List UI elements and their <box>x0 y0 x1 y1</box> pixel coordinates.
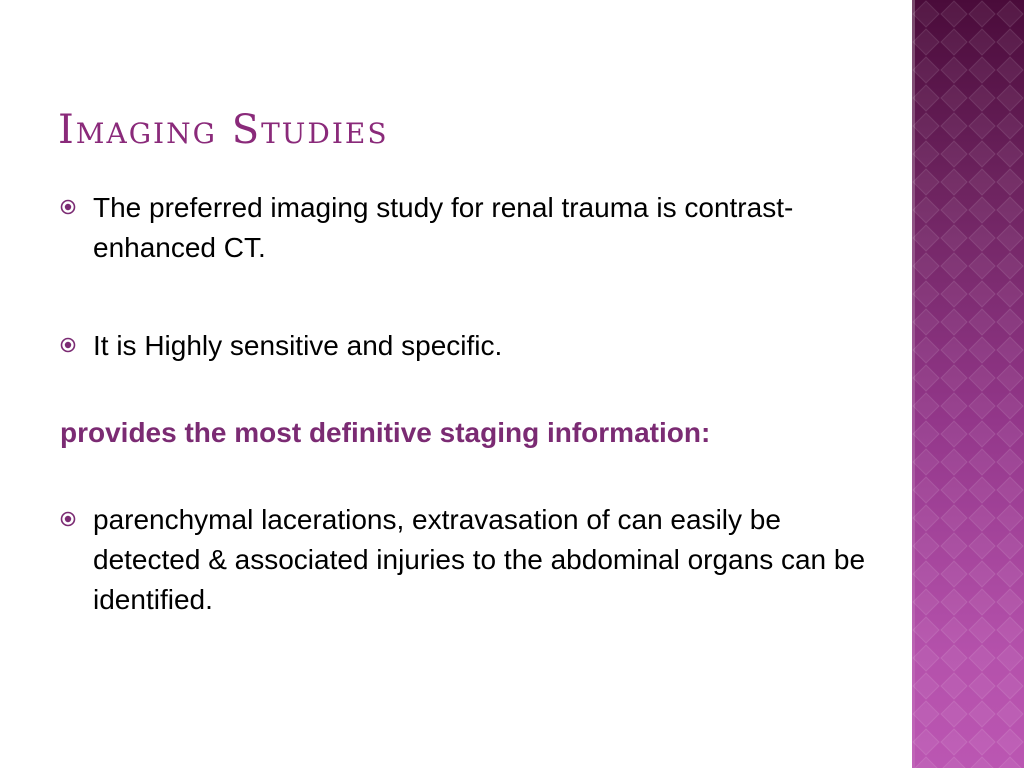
bullet-item <box>60 500 890 620</box>
slide-title: Imaging Studies <box>58 107 389 153</box>
circled-dot-icon <box>60 199 76 215</box>
circled-dot-icon <box>60 511 76 527</box>
circled-dot-icon <box>60 337 76 353</box>
bullet-text: parenchymal lacerations, extravasation of can easily be detected & associated injuries to the abdominal organs can be identified. <box>93 504 866 615</box>
bullet-item <box>60 188 890 268</box>
bullet-text: The preferred imaging study for renal trauma is contrast-enhanced CT. <box>93 192 794 263</box>
bullet-item <box>60 326 890 366</box>
bullet-text: It is Highly sensitive and specific. <box>93 330 503 361</box>
decorative-side-band <box>912 0 1024 768</box>
band-edge <box>912 0 915 768</box>
highlight-text: provides the most definitive staging information: <box>60 417 711 448</box>
slide-content <box>60 188 890 620</box>
diamond-pattern-icon <box>912 0 1024 768</box>
